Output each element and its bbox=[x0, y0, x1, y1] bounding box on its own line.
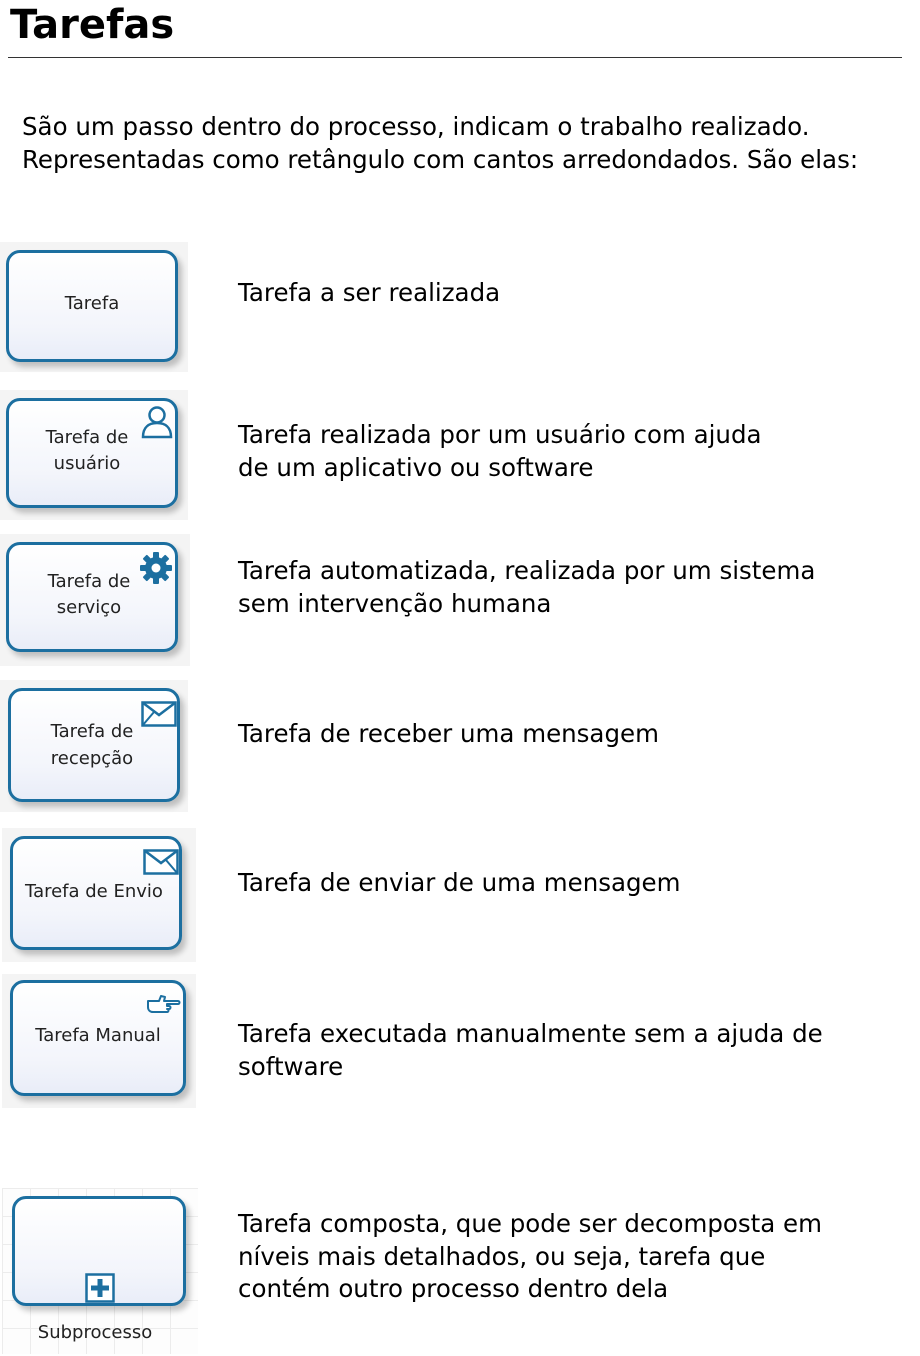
user-task-label-line-1: Tarefa de bbox=[45, 427, 129, 448]
task-description-line: Tarefa a ser realizada bbox=[238, 278, 501, 307]
manual-task-description-line-1: Tarefa executada manualmente sem a ajuda de bbox=[238, 1019, 823, 1048]
hand-pointing-icon bbox=[145, 991, 181, 1015]
intro-line-2: Representadas como retângulo com cantos arredondados. São elas: bbox=[22, 145, 859, 174]
send-task-shape bbox=[10, 836, 182, 950]
subprocess-label: Subprocesso bbox=[37, 1322, 153, 1343]
user-icon bbox=[139, 405, 175, 439]
receive-task-label-line-2: recepção bbox=[50, 748, 134, 769]
subprocess-description bbox=[238, 1208, 908, 1306]
subprocess-description-line-3: contém outro processo dentro dela bbox=[238, 1274, 669, 1303]
manual-task-shape bbox=[10, 980, 186, 1096]
intro-text bbox=[22, 110, 912, 176]
receive-task-shape bbox=[8, 688, 180, 802]
receive-task-description-line: Tarefa de receber uma mensagem bbox=[238, 719, 659, 748]
task-label: Tarefa bbox=[64, 293, 120, 314]
service-task-label-line-2: serviço bbox=[56, 597, 122, 618]
send-task-description bbox=[238, 867, 908, 900]
send-task-label: Tarefa de Envio bbox=[25, 881, 163, 902]
user-task-description-line-2: de um aplicativo ou software bbox=[238, 452, 594, 482]
manual-task-description-line-2: software bbox=[238, 1051, 344, 1081]
subprocess-description-line-1: Tarefa composta, que pode ser decomposta em bbox=[238, 1209, 822, 1238]
service-task-description bbox=[238, 555, 908, 620]
service-task-description-line-1: Tarefa automatizada, realizada por um sistema bbox=[238, 556, 816, 585]
receive-task-label-line-1: Tarefa de bbox=[50, 721, 134, 742]
title-divider bbox=[8, 57, 902, 58]
user-task-description bbox=[238, 419, 908, 484]
envelope-send-icon bbox=[143, 849, 179, 875]
manual-task-description bbox=[238, 1018, 908, 1083]
service-task-description-line-2: sem intervenção humana bbox=[238, 588, 552, 618]
intro-line-1: São um passo dentro do processo, indicam o trabalho realizado. bbox=[22, 112, 810, 141]
subprocess-shape bbox=[12, 1196, 186, 1306]
service-task-shape bbox=[6, 542, 178, 652]
receive-task-description bbox=[238, 718, 908, 751]
task-shape bbox=[6, 250, 178, 362]
manual-task-label: Tarefa Manual bbox=[35, 1025, 161, 1046]
user-task-description-line-1: Tarefa realizada por um usuário com ajuda bbox=[238, 420, 762, 449]
envelope-outline-icon bbox=[141, 701, 177, 727]
user-task-shape bbox=[6, 398, 178, 508]
send-task-description-line: Tarefa de enviar de uma mensagem bbox=[238, 868, 681, 897]
user-task-label-line-2: usuário bbox=[53, 453, 121, 474]
task-description bbox=[238, 277, 908, 310]
page-title: Tarefas bbox=[10, 2, 175, 48]
service-task-label-line-1: Tarefa de bbox=[47, 571, 131, 592]
gear-icon bbox=[139, 551, 173, 585]
plus-square-icon bbox=[85, 1273, 115, 1303]
subprocess-description-line-2: níveis mais detalhados, ou seja, tarefa que bbox=[238, 1241, 766, 1271]
